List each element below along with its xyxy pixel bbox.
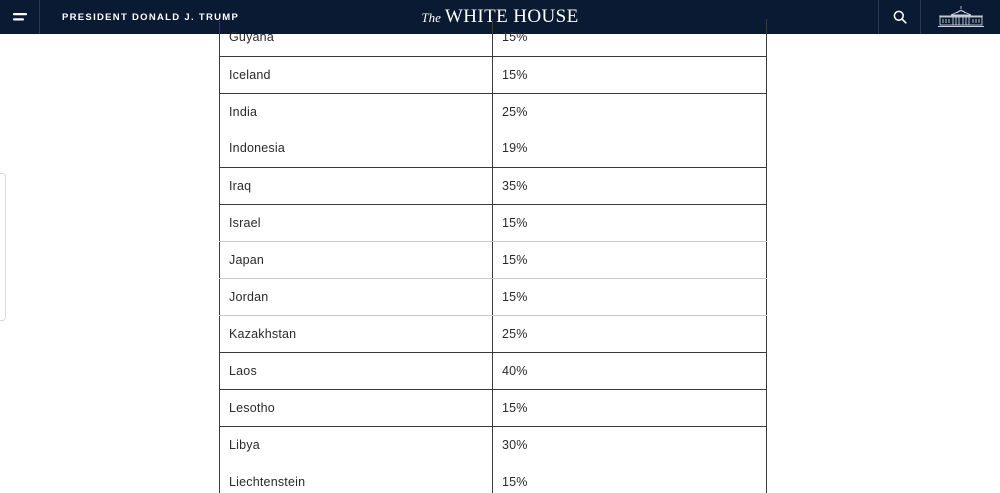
rate-cell: 30% xyxy=(493,426,767,463)
country-cell: Libya xyxy=(220,426,493,463)
rate-cell: 15% xyxy=(493,389,767,426)
table-row xyxy=(220,130,767,167)
table-row xyxy=(220,463,767,493)
table-row xyxy=(220,167,767,204)
header-tools xyxy=(878,0,1000,34)
white-house-logo[interactable] xyxy=(920,0,1000,34)
table-row xyxy=(220,352,767,389)
table-row xyxy=(220,241,767,278)
tariff-table xyxy=(219,19,767,493)
menu-button[interactable] xyxy=(0,0,40,34)
country-cell: Kazakhstan xyxy=(220,315,493,352)
president-link[interactable]: PRESIDENT DONALD J. TRUMP xyxy=(62,11,240,23)
country-cell: Japan xyxy=(220,241,493,278)
table-row xyxy=(220,93,767,130)
rate-cell: 15% xyxy=(493,56,767,93)
country-cell: Israel xyxy=(220,204,493,241)
tariff-table-container xyxy=(219,19,767,493)
side-panel-tab[interactable] xyxy=(0,173,6,321)
rate-cell: 15% xyxy=(493,19,767,56)
site-title-main: WHITE HOUSE xyxy=(444,6,579,27)
rate-cell: 25% xyxy=(493,315,767,352)
rate-cell: 19% xyxy=(493,130,767,167)
country-cell: Iceland xyxy=(220,56,493,93)
country-cell: Jordan xyxy=(220,278,493,315)
table-row xyxy=(220,389,767,426)
table-row xyxy=(220,204,767,241)
table-row xyxy=(220,426,767,463)
white-house-building-icon xyxy=(937,5,985,29)
menu-icon xyxy=(12,12,28,22)
country-cell: Indonesia xyxy=(220,130,493,167)
country-cell: India xyxy=(220,93,493,130)
table-row xyxy=(220,278,767,315)
rate-cell: 15% xyxy=(493,278,767,315)
country-cell: Lesotho xyxy=(220,389,493,426)
rate-cell: 35% xyxy=(493,167,767,204)
country-cell: Laos xyxy=(220,352,493,389)
table-row xyxy=(220,56,767,93)
site-title-prefix: The xyxy=(421,10,441,25)
search-icon xyxy=(893,10,907,24)
rate-cell: 25% xyxy=(493,93,767,130)
search-button[interactable] xyxy=(878,0,920,34)
rate-cell: 15% xyxy=(493,463,767,493)
country-cell: Guyana xyxy=(220,19,493,56)
rate-cell: 15% xyxy=(493,241,767,278)
country-cell: Liechtenstein xyxy=(220,463,493,493)
rate-cell: 40% xyxy=(493,352,767,389)
table-row xyxy=(220,315,767,352)
rate-cell: 15% xyxy=(493,204,767,241)
country-cell: Iraq xyxy=(220,167,493,204)
table-row xyxy=(220,19,767,56)
